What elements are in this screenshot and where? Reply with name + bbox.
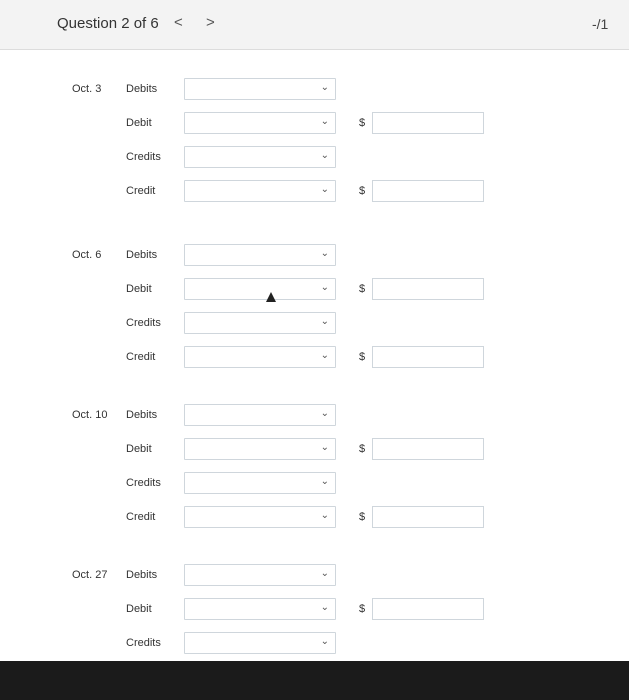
row-label: Credits <box>126 151 161 163</box>
chevron-down-icon: ⌄ <box>320 350 329 361</box>
chevron-down-icon: ⌄ <box>320 282 329 293</box>
row-label: Credits <box>126 637 161 649</box>
account-select[interactable] <box>184 404 336 426</box>
amount-input[interactable] <box>372 278 484 300</box>
question-counter: Question 2 of 6 <box>57 15 159 32</box>
row-label: Debits <box>126 409 158 421</box>
next-question-button[interactable]: > <box>206 14 215 31</box>
account-select[interactable] <box>184 180 336 202</box>
currency-symbol: $ <box>359 351 366 363</box>
currency-symbol: $ <box>359 443 366 455</box>
chevron-down-icon: ⌄ <box>320 602 329 613</box>
question-score: -/1 <box>592 16 609 32</box>
row-label: Debit <box>126 603 152 615</box>
entry-date: Oct. 10 <box>72 409 108 421</box>
amount-input[interactable] <box>372 506 484 528</box>
amount-input[interactable] <box>372 346 484 368</box>
chevron-down-icon: ⌄ <box>320 116 329 127</box>
mouse-cursor-icon <box>266 292 276 302</box>
row-label: Debit <box>126 443 152 455</box>
row-label: Credits <box>126 477 161 489</box>
account-select[interactable] <box>184 78 336 100</box>
amount-input[interactable] <box>372 112 484 134</box>
chevron-down-icon: ⌄ <box>320 316 329 327</box>
row-label: Debit <box>126 117 152 129</box>
entry-date: Oct. 27 <box>72 569 108 581</box>
entry-date: Oct. 6 <box>72 249 102 261</box>
account-select[interactable] <box>184 598 336 620</box>
account-select[interactable] <box>184 438 336 460</box>
bottom-bar <box>0 661 629 700</box>
account-select[interactable] <box>184 632 336 654</box>
previous-question-button[interactable]: < <box>174 14 183 31</box>
chevron-down-icon: ⌄ <box>320 82 329 93</box>
chevron-down-icon: ⌄ <box>320 476 329 487</box>
account-select[interactable] <box>184 506 336 528</box>
chevron-down-icon: ⌄ <box>320 184 329 195</box>
currency-symbol: $ <box>359 603 366 615</box>
chevron-down-icon: ⌄ <box>320 568 329 579</box>
currency-symbol: $ <box>359 117 366 129</box>
chevron-down-icon: ⌄ <box>320 150 329 161</box>
amount-input[interactable] <box>372 180 484 202</box>
chevron-down-icon: ⌄ <box>320 636 329 647</box>
chevron-down-icon: ⌄ <box>320 442 329 453</box>
chevron-down-icon: ⌄ <box>320 510 329 521</box>
currency-symbol: $ <box>359 283 366 295</box>
entry-date: Oct. 3 <box>72 83 102 95</box>
account-select[interactable] <box>184 244 336 266</box>
amount-input[interactable] <box>372 598 484 620</box>
row-label: Credit <box>126 185 156 197</box>
account-select[interactable] <box>184 112 336 134</box>
row-label: Credit <box>126 351 156 363</box>
row-label: Credit <box>126 511 156 523</box>
chevron-down-icon: ⌄ <box>320 408 329 419</box>
currency-symbol: $ <box>359 185 366 197</box>
row-label: Credits <box>126 317 161 329</box>
account-select[interactable] <box>184 278 336 300</box>
account-select[interactable] <box>184 346 336 368</box>
amount-input[interactable] <box>372 438 484 460</box>
chevron-down-icon: ⌄ <box>320 248 329 259</box>
row-label: Debits <box>126 83 158 95</box>
account-select[interactable] <box>184 564 336 586</box>
row-label: Debits <box>126 249 158 261</box>
row-label: Debits <box>126 569 158 581</box>
account-select[interactable] <box>184 312 336 334</box>
currency-symbol: $ <box>359 511 366 523</box>
row-label: Debit <box>126 283 152 295</box>
account-select[interactable] <box>184 146 336 168</box>
question-header <box>0 0 629 50</box>
account-select[interactable] <box>184 472 336 494</box>
